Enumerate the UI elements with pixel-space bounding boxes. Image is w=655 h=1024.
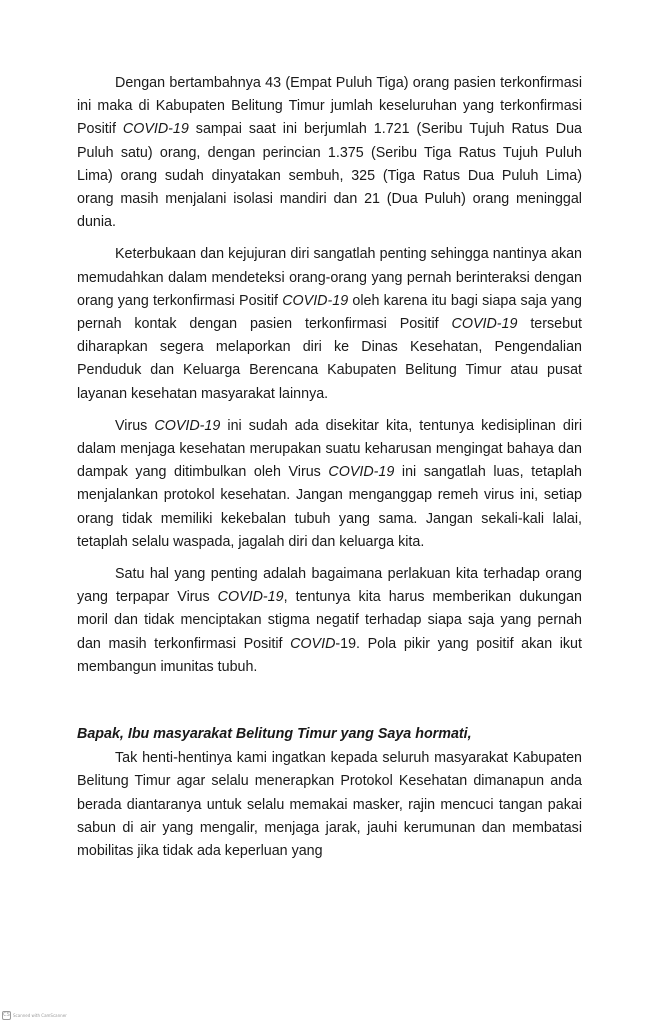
- paragraph-stigma: [77, 563, 582, 679]
- paragraph-confirmed-cases: [77, 72, 582, 234]
- text-run: tersebut diharapkan segera melaporkan diri ke Dinas Kesehatan, Pengendalian Penduduk dan Keluarga Berencana Kabupaten Belitung Timur atau pusat layanan kesehatan masyarakat lainnya.: [77, 316, 582, 402]
- text-run: Tak henti-hentinya kami ingatkan kepada seluruh masyarakat Kabupaten Belitung Timur agar selalu menerapkan Protokol Kesehatan dimanapun anda berada diantaranya untuk selalu memakai masker, rajin mencuci tangan pakai sabun di air yang mengalir, menjaga jarak, jauhi kerumunan dan membatasi mobilitas jika tidak ada keperluan yang: [77, 750, 582, 860]
- text-run: , tentunya kita harus memberikan dukungan moril dan tidak menciptakan stigma negatif terhadap siapa saja yang pernah dan masih terkonfirmasi Positif: [77, 589, 582, 652]
- italic-term: COVID: [290, 635, 336, 652]
- section-heading: Bapak, Ibu masyarakat Belitung Timur yang Saya hormati,: [77, 726, 472, 743]
- paragraph-openness-honesty: [77, 243, 582, 405]
- scanner-watermark-text: Scanned with CamScanner: [13, 1013, 67, 1018]
- document-page: [77, 72, 582, 872]
- text-run: Satu hal yang penting adalah bagaimana perlakuan kita terhadap orang yang terpapar Virus: [77, 566, 582, 606]
- text-run: Dengan bertambahnya 43 (Empat Puluh Tiga) orang pasien terkonfirmasi ini maka di Kabupaten Belitung Timur jumlah keseluruhan yang terkonfirmasi Positif: [77, 75, 582, 138]
- italic-term: COVID-19: [451, 316, 518, 333]
- text-run: Keterbukaan dan kejujuran diri sangatlah penting sehingga nantinya akan memudahkan dalam mendeteksi orang-orang yang pernah berinteraksi dengan orang yang terkonfirmasi Positif: [77, 246, 582, 309]
- text-run: sampai saat ini berjumlah 1.721 (Seribu Tujuh Ratus Dua Puluh satu) orang, dengan perincian 1.375 (Seribu Tiga Ratus Tujuh Puluh Lima) orang sudah dinyatakan sembuh, 325 (Tiga Ratus Dua Puluh Lima) orang masih menjalani isolasi mandiri dan 21 (Dua Puluh) orang meninggal dunia.: [77, 121, 583, 231]
- text-run: -19. Pola pikir yang positif akan ikut membangun imunitas tubuh.: [77, 635, 582, 675]
- paragraph-health-protocol: [77, 747, 582, 863]
- italic-term: COVID-19: [122, 121, 189, 138]
- text-run: Virus: [115, 417, 155, 434]
- camscanner-logo-icon: CS: [3, 1012, 10, 1018]
- text-run: ini sudah ada disekitar kita, tentunya kedisiplinan diri dalam menjaga kesehatan merupakan suatu keharusan mengingat bahaya dan dampak yang ditimbulkan oleh Virus: [77, 417, 582, 481]
- italic-term: COVID-19: [154, 417, 221, 434]
- paragraph-virus-discipline: [77, 415, 582, 554]
- text-run: ini sangatlah luas, tetaplah menjalankan protokol kesehatan. Jangan menganggap remeh virus ini, setiap orang tidak memiliki kekebalan tubuh yang sama. Jangan sekali-kali lalai, tetaplah selalu waspada, jagalah diri dan keluarga kita.: [77, 464, 582, 550]
- scanner-watermark: [2, 1011, 67, 1020]
- text-run: oleh karena itu bagi siapa saja yang pernah kontak dengan pasien terkonfirmasi Positif: [77, 292, 582, 333]
- italic-term: COVID-19: [217, 589, 284, 606]
- italic-term: COVID-19: [282, 292, 349, 309]
- italic-term: COVID-19: [328, 464, 395, 481]
